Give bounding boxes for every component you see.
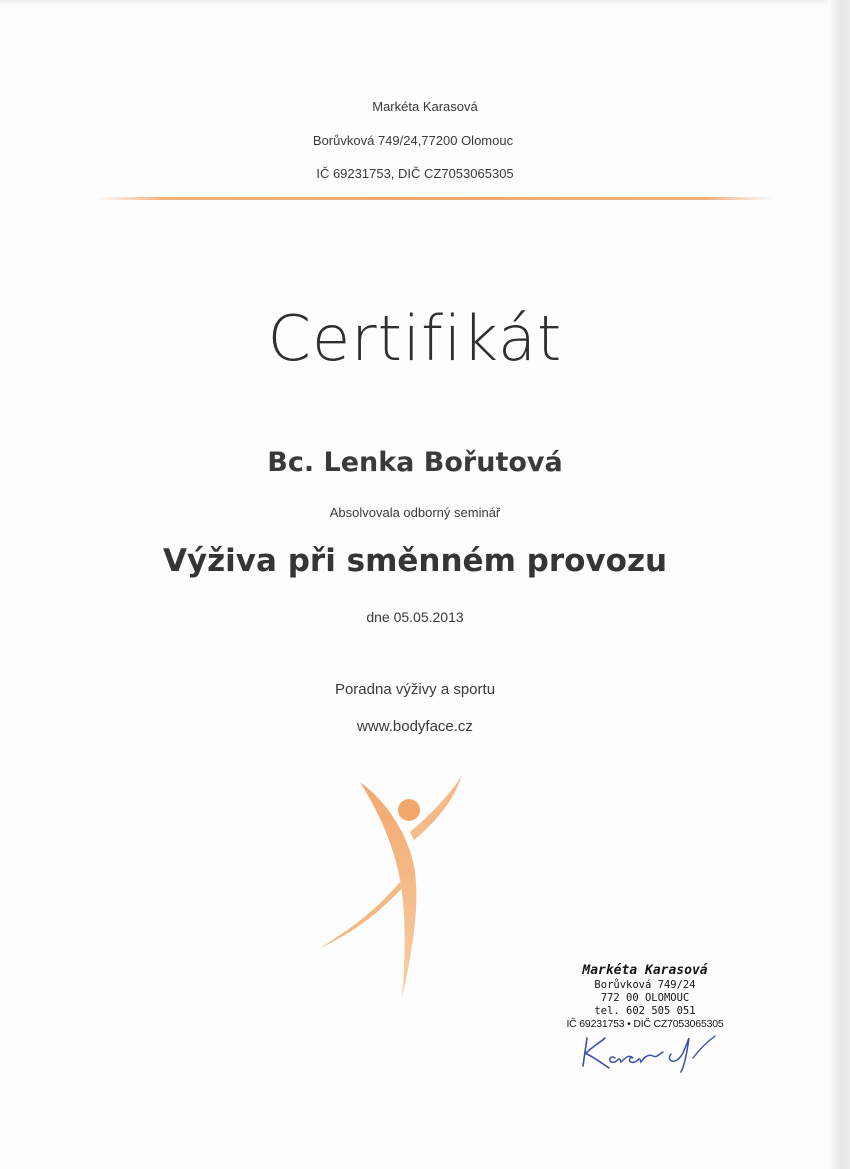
website: www.bodyface.cz: [357, 718, 473, 735]
issuer-ids: IČ 69231753, DIČ CZ7053065305: [316, 166, 514, 181]
issuer-address: Borůvková 749/24,77200 Olomouc: [312, 133, 514, 148]
handwritten-signature-icon: [575, 1028, 735, 1073]
seminar-title: Výživa při směnném provozu: [162, 543, 668, 579]
scan-edge-top: [0, 0, 850, 6]
completed-text: Absolvovala odborný seminář: [329, 505, 501, 520]
stamp-name: Markéta Karasová: [582, 963, 708, 978]
header-divider: [95, 197, 775, 200]
organization-name: Poradna výživy a sportu: [334, 681, 496, 698]
jumping-figure-logo-icon: [310, 770, 480, 1010]
issuer-name: Markéta Karasová: [372, 99, 478, 114]
stamp-street: Borůvková 749/24: [594, 979, 696, 991]
stamp-city: 772 00 OLOMOUC: [600, 992, 690, 1004]
stamp-ids: IČ 69231753 • DIČ CZ7053065305: [566, 1018, 724, 1030]
seminar-date: dne 05.05.2013: [366, 609, 464, 625]
stamp-phone: tel. 602 505 051: [594, 1005, 696, 1017]
certificate-title: Certifikát: [267, 302, 563, 375]
company-stamp: [540, 962, 750, 1031]
scan-edge-right: [828, 0, 850, 1169]
recipient-name: Bc. Lenka Bořutová: [267, 447, 563, 478]
